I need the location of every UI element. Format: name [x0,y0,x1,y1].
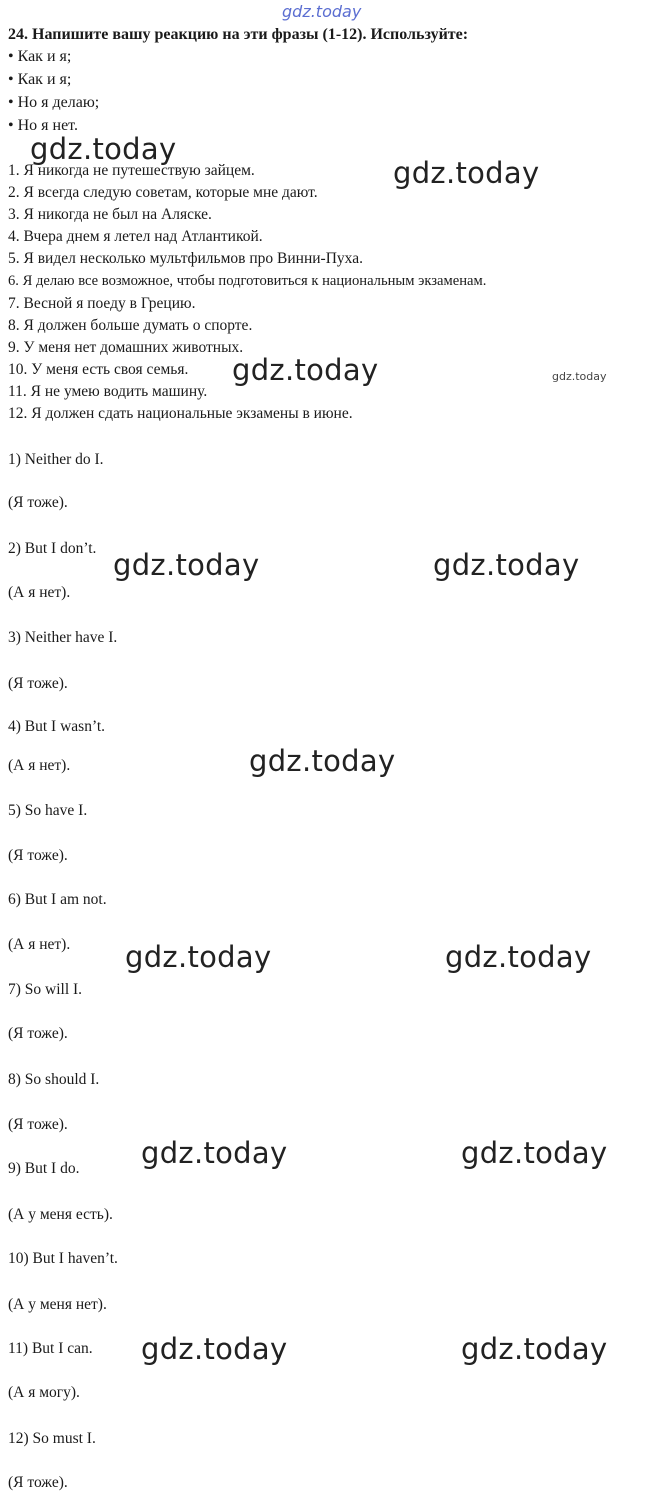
phrase-item: 1. Я никогда не путешествую зайцем. [8,162,255,179]
translation-line: (Я тоже). [8,494,68,511]
watermark: gdz.today [249,744,396,778]
answer-line: 10) But I haven’t. [8,1250,118,1267]
translation-line: (Я тоже). [8,1474,68,1491]
phrase-item: 8. Я должен больше думать о спорте. [8,317,253,334]
phrase-item: 10. У меня есть своя семья. [8,361,189,378]
watermark: gdz.today [461,1332,608,1366]
watermark: gdz.today [141,1136,288,1170]
phrase-item: 5. Я видел несколько мультфильмов про Винни-Пуха. [8,250,363,267]
phrase-item: 4. Вчера днем я летел над Атлантикой. [8,228,263,245]
answer-line: 6) But I am not. [8,891,107,908]
watermark: gdz.today [141,1332,288,1366]
exercise-title: 24. Напишите вашу реакцию на эти фразы (1-12). Используйте: [8,26,469,43]
answer-line: 8) So should I. [8,1071,100,1088]
watermark: gdz.today [393,156,540,190]
watermark: gdz.today [461,1136,608,1170]
phrase-item: 12. Я должен сдать национальные экзамены в июне. [8,405,353,422]
watermark-small: gdz.today [552,370,607,383]
translation-line: (Я тоже). [8,1025,68,1042]
answer-line: 2) But I don’t. [8,540,97,557]
watermark: gdz.today [232,353,379,387]
translation-line: (А я нет). [8,757,71,774]
translation-line: (Я тоже). [8,675,68,692]
translation-line: (Я тоже). [8,1116,68,1133]
bullet-item: • Но я делаю; [8,94,100,111]
answer-line: 7) So will I. [8,981,83,998]
phrase-item: 11. Я не умею водить машину. [8,383,208,400]
answer-line: 12) So must I. [8,1430,96,1447]
answer-line: 11) But I can. [8,1340,93,1357]
phrase-item: 2. Я всегда следую советам, которые мне дают. [8,184,318,201]
translation-line: (А я могу). [8,1384,80,1401]
watermark: gdz.today [433,548,580,582]
watermark: gdz.today [125,940,272,974]
phrase-item: 7. Весной я поеду в Грецию. [8,295,196,312]
translation-line: (А я нет). [8,584,71,601]
translation-line: (А у меня есть). [8,1206,113,1223]
answer-line: 5) So have I. [8,802,88,819]
answer-line: 4) But I wasn’t. [8,718,106,735]
bullet-item: • Как и я; [8,71,72,88]
translation-line: (А я нет). [8,936,71,953]
answer-line: 9) But I do. [8,1160,80,1177]
translation-line: (А у меня нет). [8,1296,107,1313]
phrase-item: 3. Я никогда не был на Аляске. [8,206,212,223]
watermark: gdz.today [30,132,177,166]
watermark-top: gdz.today [282,2,362,21]
answer-line: 1) Neither do I. [8,451,104,468]
watermark: gdz.today [113,548,260,582]
phrase-item: 9. У меня нет домашних животных. [8,339,244,356]
bullet-item: • Но я нет. [8,117,78,134]
translation-line: (Я тоже). [8,847,68,864]
answer-line: 3) Neither have I. [8,629,118,646]
watermark: gdz.today [445,940,592,974]
phrase-item: 6. Я делаю все возможное, чтобы подготовиться к национальным экзаменам. [8,273,487,289]
bullet-item: • Как и я; [8,48,72,65]
